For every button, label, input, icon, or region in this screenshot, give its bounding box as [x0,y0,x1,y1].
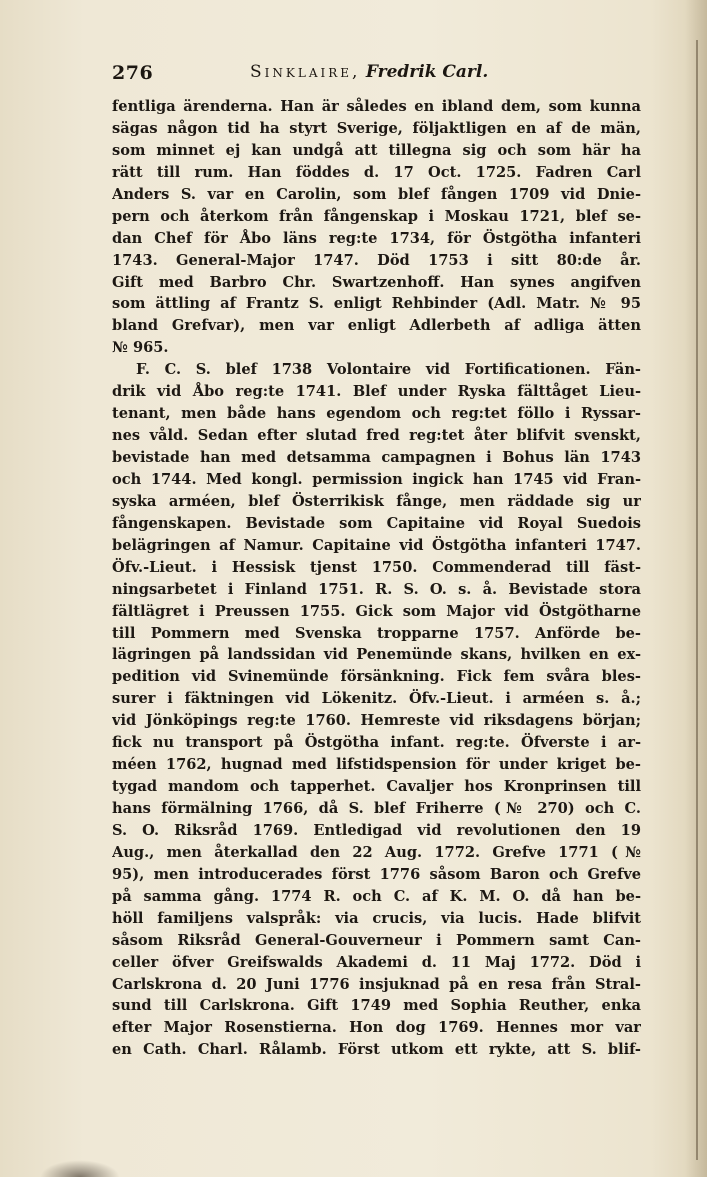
text-line: rätt till rum. Han föddes d. 17 Oct. 1725. Fadren Carl [112,163,641,181]
text-line: drik vid Åbo reg:te 1741. Blef under Ryska fälttåget Lieu- [112,383,641,401]
text-line: Gift med Barbro Chr. Swartzenhoff. Han synes angifven [112,273,641,291]
text-line: Öfv.-Lieut. i Hessisk tjenst 1750. Commenderad till fäst- [112,558,641,576]
text-line: nes våld. Sedan efter slutad fred reg:tet åter blifvit svenskt, [112,427,641,445]
text-line: pedition vid Svinemünde försänkning. Fick fem svåra bles- [112,668,641,686]
body-text [112,96,641,1061]
text-line: bevistade han med detsamma campagnen i Bohus län 1743 [112,449,641,466]
page-number: 276 [112,62,154,84]
text-line: syska arméen, blef Österrikisk fånge, men räddade sig ur [112,492,641,510]
text-line: bland Grefvar), men var enligt Adlerbeth af adliga ätten [112,317,641,335]
text-line: S. O. Riksråd 1769. Entledigad vid revolutionen den 19 [112,821,641,839]
text-line: 95), men introducerades först 1776 såsom Baron och Grefve [112,865,641,883]
text-line: F. C. S. blef 1738 Volontaire vid Fortificationen. Fän- [136,361,641,379]
text-line: tenant, men både hans egendom och reg:tet föllo i Ryssar- [112,405,641,423]
page-edge-line [696,40,698,1160]
text-line: sund till Carlskrona. Gift 1749 med Sophia Reuther, enka [112,997,641,1015]
text-line: pern och återkom från fångenskap i Moskau 1721, blef se- [112,207,641,225]
text-line: som ättling af Frantz S. enligt Rehbinder (Adl. Matr. № 95 [112,295,641,313]
text-line: på samma gång. 1774 R. och C. af K. M. O. då han be- [112,887,641,905]
text-line: Carlskrona d. 20 Juni 1776 insjuknad på en resa från Stral- [112,975,641,993]
text-line: fick nu transport på Östgötha infant. reg:te. Öfverste i ar- [112,734,641,752]
text-line: efter Major Rosenstierna. Hon dog 1769. Hennes mor var [112,1019,641,1037]
text-line: Anders S. var en Carolin, som blef fången 1709 vid Dnie- [112,185,641,203]
text-line: sägas någon tid ha styrt Sverige, följaktligen en af de män, [112,119,641,137]
text-line: till Pommern med Svenska tropparne 1757. Anförde be- [112,624,641,642]
text-line: en Cath. Charl. Rålamb. Först utkom ett rykte, att S. blif- [112,1041,641,1059]
text-line: № 965. [112,339,169,357]
text-line: surer i fäktningen vid Lökenitz. Öfv.-Lieut. i arméen s. å.; [112,690,641,708]
text-line: fångenskapen. Bevistade som Capitaine vid Royal Suedois [112,514,641,532]
text-line: höll familjens valspråk: via crucis, via lucis. Hade blifvit [112,909,641,927]
text-line: belägringen af Namur. Capitaine vid Östgötha infanteri 1747. [112,536,641,554]
page-header [112,62,612,92]
text-line: Aug., men återkallad den 22 Aug. 1772. Grefve 1771 (№ [112,843,641,861]
text-line: fentliga ärenderna. Han är således en ibland dem, som kunna [112,98,641,115]
text-line: och 1744. Med kongl. permission ingick han 1745 vid Fran- [112,470,641,488]
text-line: ningsarbetet i Finland 1751. R. S. O. s. å. Bevistade stora [112,580,641,598]
text-line: méen 1762, hugnad med lifstidspension för under kriget be- [112,756,641,774]
text-line: tygad mandom och tapperhet. Cavaljer hos Kronprinsen till [112,778,641,796]
text-line: fältlägret i Preussen 1755. Gick som Major vid Östgötharne [112,602,641,620]
ink-smudge [40,1160,120,1177]
text-line: hans förmälning 1766, då S. blef Friherre (№ 270) och C. [112,800,641,817]
running-head-surname: Sinklaire, [250,62,361,82]
running-head-given-name: Fredrik Carl. [365,62,489,82]
text-line: vid Jönköpings reg:te 1760. Hemreste vid riksdagens början; [112,712,641,730]
text-line: lägringen på landssidan vid Penemünde skans, hvilken en ex- [112,646,641,664]
text-line: såsom Riksråd General-Gouverneur i Pommern samt Can- [112,931,641,949]
text-line: celler öfver Greifswalds Akademi d. 11 Maj 1772. Död i [112,953,641,971]
running-head [250,62,488,82]
text-line: som minnet ej kan undgå att tillegna sig och som här ha [112,141,641,159]
text-line: dan Chef för Åbo läns reg:te 1734, för Östgötha infanteri [112,229,641,247]
text-line: 1743. General-Major 1747. Död 1753 i sitt 80:de år. [112,251,641,269]
